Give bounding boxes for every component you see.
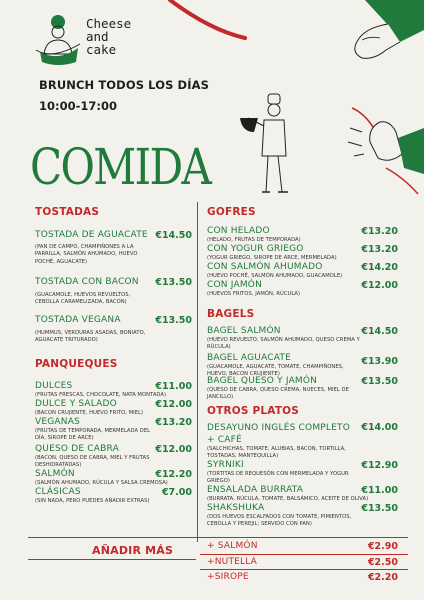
menu-item-price: €12.90 [361, 460, 398, 471]
menu-item-price: €13.50 [361, 503, 398, 514]
menu-item-price: €14.50 [155, 230, 192, 241]
menu-item-desc: (GUACAMOLE, HUEVOS REVUELTOS, CEBOLLA CARAMELIZADA, BACON) [35, 292, 131, 306]
menu-item-desc: (HUEVOS FRITOS, JAMÓN, RÚCULA) [207, 291, 301, 297]
menu-item-name: BAGEL AGUACATE [207, 353, 291, 363]
menu-item-price: €12.20 [155, 469, 192, 480]
menu-item-desc: (DOS HUEVOS ESCALFADOS CON TOMATE, PIMIENTOS, CEBOLLA Y PEREJIL; SERVIDO CON PAN) [207, 514, 352, 528]
menu-item-desc: (PAN DE CAMPO, CHAMPIÑONES A LA PARRILLA, SALMÓN AHUMADO, HUEVO POCHÉ, AGUACATE) [35, 244, 138, 265]
extra-item-name: + SALMÓN [207, 541, 258, 551]
menu-item-desc: (SIN NADA, PERO PUEDES AÑADIR EXTRAS) [35, 498, 150, 504]
menu-item-desc: (BACON CRUJIENTE, HUEVO FRITO, MIEL) [35, 410, 144, 416]
menu-item-price: €12.00 [155, 399, 192, 410]
menu-item-name: CON YOGUR GRIEGO [207, 244, 304, 254]
menu-item-price: €12.00 [361, 280, 398, 291]
menu-item-name: ENSALADA BURRATA [207, 485, 304, 495]
menu-item-price: €13.50 [155, 315, 192, 326]
menu-item-name: SHAKSHUKA [207, 503, 265, 513]
section-title-extras: AÑADIR MÁS [92, 544, 174, 557]
hours-text: 10:00-17:00 [39, 99, 117, 113]
column-divider [197, 202, 198, 542]
extras-top-rule [28, 537, 408, 538]
menu-item-price: €14.00 [361, 422, 398, 433]
menu-item-desc: (HUMMUS, VERDURAS ASADAS, BONIATO, AGUACATE TRITURADO) [35, 330, 146, 344]
menu-item-name: CLÁSICAS [35, 487, 81, 497]
menu-item-name: SALMÓN [35, 469, 75, 479]
extra-item-price: €2.50 [367, 557, 398, 568]
menu-item-price: €13.20 [155, 417, 192, 428]
menu-item-desc: (BACON, QUESO DE CABRA, MIEL Y FRUTAS DESHIDRATADAS) [35, 455, 150, 469]
waving-hand-illustration [346, 98, 424, 198]
menu-item-name: CON HELADO [207, 226, 270, 236]
menu-item-price: €13.50 [361, 376, 398, 387]
section-title-panqueques: PANQUEQUES [35, 358, 118, 370]
menu-item-name: VEGANAS [35, 417, 80, 427]
menu-item-desc: (FRUTAS DE TEMPORADA, MERMELADA DEL DÍA, SIROPE DE ARCE) [35, 428, 151, 442]
page-title: COMIDA [30, 138, 211, 196]
menu-item-price: €11.00 [155, 381, 192, 392]
menu-item-price: €11.00 [361, 485, 398, 496]
menu-item-name: CON JAMÓN [207, 280, 262, 290]
menu-item-name: SYRNIKI [207, 460, 244, 470]
extras-rule [200, 554, 408, 555]
menu-item-name: CON SALMÓN AHUMADO [207, 262, 323, 272]
menu-item-price: €13.50 [155, 277, 192, 288]
section-title-otros: OTROS PLATOS [207, 405, 300, 417]
section-title-gofres: GOFRES [207, 206, 256, 218]
menu-item-desc: (YOGUR GRIEGO, SIROPE DE ARCE, MERMELADA) [207, 255, 337, 261]
menu-item-name: TOSTADA DE AGUACATE [35, 230, 148, 240]
logo-text: Cheese and cake [86, 16, 132, 57]
menu-item-desc: (QUESO DE CABRA, QUESO CREMA, NUECES, MIEL DE JANCILLO) [207, 387, 349, 401]
menu-item-desc: (SALCHICHAS, TOMATE, ALUBIAS, BACON, TORTILLA, TOSTADAS, MANTEQUILLA) [207, 446, 346, 460]
menu-item-name: DESAYUNO INGLÉS COMPLETO + CAFÉ [207, 423, 350, 445]
top-hand-illustration [150, 0, 424, 70]
extra-item-name: +SIROPE [207, 572, 249, 582]
menu-item-desc: (HUEVO REVUELTO, SALMÓN AHUMADO, QUESO CREMA Y RÚCULA) [207, 337, 360, 351]
extra-item-name: +NUTELLA [207, 557, 258, 567]
menu-item-name: TOSTADA CON BACON [35, 277, 139, 287]
menu-item-desc: (HELADO, FRUTAS DE TEMPORADA) [207, 237, 301, 243]
extras-rule [200, 569, 408, 570]
menu-item-price: €14.20 [361, 262, 398, 273]
menu-item-price: €13.20 [361, 226, 398, 237]
menu-item-desc: (SALMÓN AHUMADO, RÚCULA Y SALSA CREMOSA) [35, 480, 168, 486]
menu-item-price: €14.50 [361, 326, 398, 337]
extras-left-rule [28, 559, 196, 560]
menu-item-name: QUESO DE CABRA [35, 444, 119, 454]
menu-item-name: TOSTADA VEGANA [35, 315, 121, 325]
extra-item-price: €2.20 [367, 572, 398, 583]
menu-item-desc: (TORTITAS DE REQUESÓN CON MERMELADA Y YOGUR GRIEGO) [207, 471, 349, 485]
menu-item-name: BAGEL QUESO Y JAMÓN [207, 376, 318, 386]
section-title-tostadas: TOSTADAS [35, 206, 100, 218]
section-title-bagels: BAGELS [207, 308, 255, 320]
menu-item-name: DULCES [35, 381, 73, 391]
chef-illustration [238, 92, 298, 200]
menu-item-name: DULCE Y SALADO [35, 399, 117, 409]
brunch-heading: BRUNCH TODOS LOS DÍAS [39, 78, 209, 92]
menu-item-name: BAGEL SALMÓN [207, 326, 281, 336]
menu-item-desc: (GUACAMOLE, AGUACATE, TOMATE, CHAMPIÑONES, HUEVO, BACON CRUJIENTE) [207, 364, 344, 378]
menu-item-price: €13.20 [361, 244, 398, 255]
menu-item-price: €12.00 [155, 444, 192, 455]
menu-item-price: €13.90 [361, 356, 398, 367]
extra-item-price: €2.90 [367, 541, 398, 552]
menu-item-price: €7.00 [161, 487, 192, 498]
menu-item-desc: (FRUTAS FRESCAS, CHOCOLATE, NATA MONTADA) [35, 392, 167, 398]
menu-item-desc: (HUEVO POCHÉ, SALMÓN AHUMADO, GUACAMOLE) [207, 273, 343, 279]
menu-item-desc: (BURRATA, RÚCULA, TOMATE, BALSÁMICO, ACEITE DE OLIVA) [207, 496, 369, 502]
logo-chef-icon [32, 14, 84, 68]
